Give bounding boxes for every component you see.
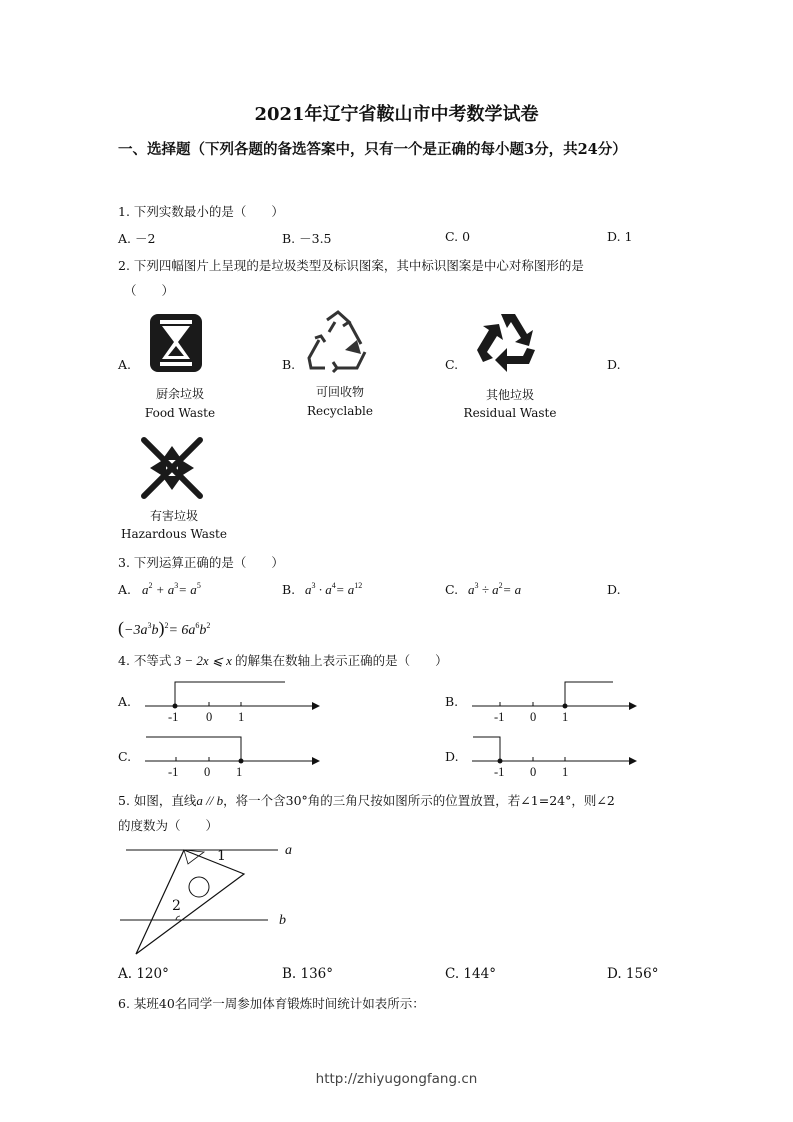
q4-letter-a: A.	[118, 694, 132, 709]
tick-label-neg1: -1	[494, 710, 505, 724]
recyclable-en: Recyclable	[307, 404, 373, 418]
question-6-stem: 6. 某班40名同学一周参加体育锻炼时间统计如表所示：	[118, 996, 425, 1011]
q3-expr-d: $(-3a^3b)^2= 6a^6b^2$	[118, 618, 211, 638]
q3-letter-c: C.	[445, 582, 459, 597]
page-title: 2021年辽宁省鞍山市中考数学试卷	[254, 104, 539, 125]
q1-option-a: A. －2	[118, 231, 156, 246]
angle-2-label: 2	[172, 898, 181, 914]
tick-label-neg1: -1	[168, 765, 179, 779]
q4-letter-c: C.	[118, 749, 132, 764]
tick-label-0: 0	[206, 710, 213, 724]
hazardous-waste-cn: 有害垃圾	[149, 509, 198, 523]
q2-letter-d: D.	[607, 357, 621, 372]
crossed-arrows-icon	[140, 436, 204, 500]
line-a-label: a	[285, 843, 292, 858]
tick-label-neg1: -1	[168, 710, 179, 724]
tick-label-1: 1	[562, 710, 569, 724]
question-5-stem-cont: 的度数为（ ）	[118, 818, 219, 833]
residual-waste-cn: 其他垃圾	[485, 388, 534, 402]
tick-label-1: 1	[562, 765, 569, 779]
q5-option-b: B. 136°	[282, 966, 334, 982]
q3-letter-a: A.	[118, 582, 132, 597]
number-line-a	[140, 678, 320, 728]
tick-label-neg1: -1	[494, 765, 505, 779]
q4-letter-d: D.	[445, 749, 459, 764]
question-5-stem: 5. 如图，直线a // b，将一个含30°角的三角尺按如图所示的位置放置，若∠1=24°，则∠2	[118, 793, 615, 808]
food-waste-cn: 厨余垃圾	[155, 387, 204, 401]
tick-label-0: 0	[530, 710, 537, 724]
question-3-stem: 3. 下列运算正确的是（ ）	[118, 555, 284, 570]
q3-letter-b: B.	[282, 582, 296, 597]
line-b-label: b	[279, 913, 286, 928]
footer-url[interactable]: http://zhiyugongfang.cn	[315, 1071, 478, 1087]
food-waste-en: Food Waste	[144, 406, 216, 420]
q1-option-c: C. 0	[445, 229, 471, 244]
tick-label-1: 1	[236, 765, 243, 779]
q2-letter-c: C.	[445, 357, 459, 372]
q5-option-d: D. 156°	[607, 966, 659, 982]
tick-label-1: 1	[238, 710, 245, 724]
hazardous-waste-en: Hazardous Waste	[121, 527, 227, 541]
section-heading: 一、选择题（下列各题的备选答案中，只有一个是正确的每小题3分，共24分）	[118, 141, 627, 158]
q3-expr-c: $a^3 \div a^2= a$	[468, 581, 522, 597]
q5-option-a: A. 120°	[118, 966, 169, 982]
q2-letter-a: A.	[118, 357, 132, 372]
residual-waste-en: Residual Waste	[463, 406, 557, 420]
recycle-icon	[305, 310, 371, 374]
recyclable-cn: 可回收物	[315, 385, 364, 399]
q4-letter-b: B.	[445, 694, 459, 709]
question-2-paren: （ ）	[124, 283, 175, 298]
q2-letter-b: B.	[282, 357, 296, 372]
q3-letter-d: D.	[607, 582, 621, 597]
q1-option-b: B. －3.5	[282, 231, 332, 246]
q5-option-c: C. 144°	[445, 966, 496, 982]
angle-1-label: 1	[217, 848, 226, 864]
q3-expr-b: $a^3 \cdot a^4= a^{12}$	[305, 581, 363, 597]
tick-label-0: 0	[530, 765, 537, 779]
q1-option-d: D. 1	[607, 229, 633, 244]
number-line-c	[140, 733, 320, 783]
question-1-stem: 1. 下列实数最小的是（ ）	[118, 204, 284, 219]
q3-expr-a: $a^2 + a^3= a^5$	[142, 581, 201, 597]
recycle-arrows-icon	[475, 310, 541, 376]
question-4-stem: 4. 不等式 3 − 2x ⩽ x 的解集在数轴上表示正确的是（ ）	[118, 653, 448, 668]
hourglass-icon	[148, 312, 204, 374]
tick-label-0: 0	[204, 765, 211, 779]
question-2-stem: 2. 下列四幅图片上呈现的是垃圾类型及标识图案，其中标识图案是中心对称图形的是	[118, 258, 584, 273]
